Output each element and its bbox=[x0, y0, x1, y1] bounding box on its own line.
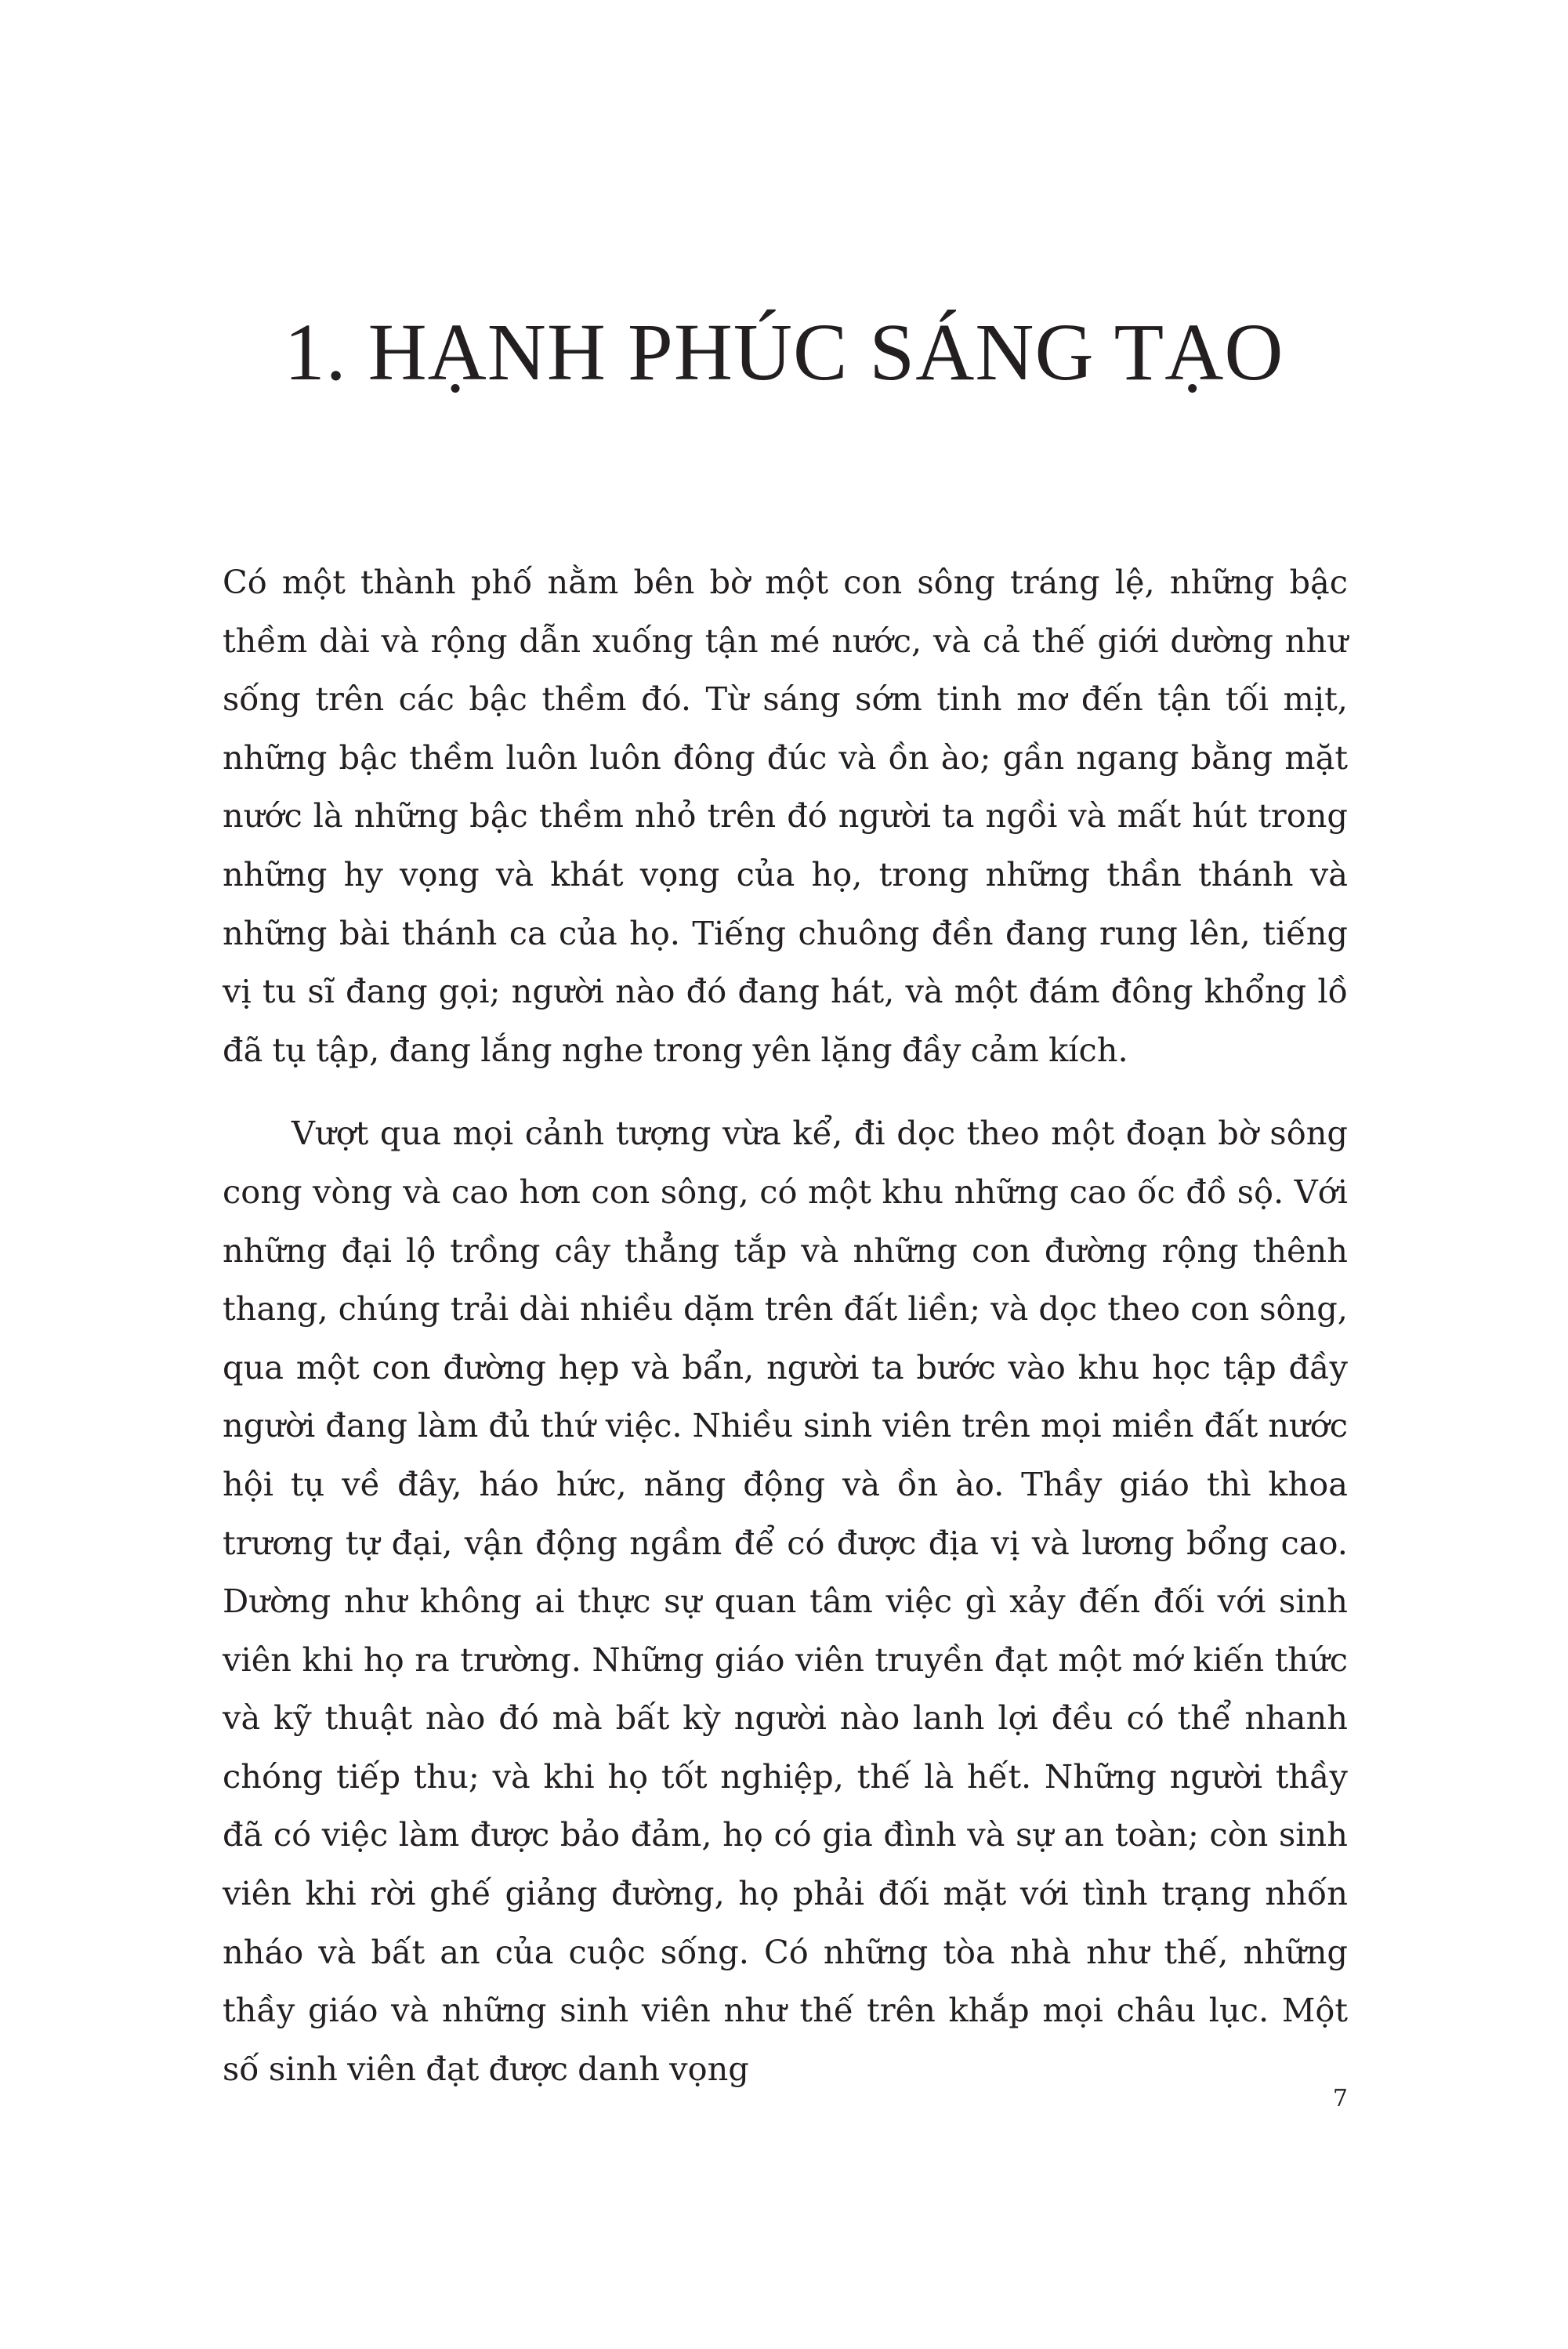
paragraph-1: Có một thành phố nằm bên bờ một con sông tráng lệ, những bậc thềm dài và rộng dẫn xuống tận mé nước, và cả thế giới dường như sống trên các bậc thềm đó. Từ sáng sớm tinh mơ đến tận tối mịt, những bậc thềm luôn luôn đông đúc và ồn ào; gần ngang bằng mặt nước là những bậc thềm nhỏ trên đó người ta ngồi và mất hút trong những hy vọng và khát vọng của họ, trong những thần thánh và những bài thánh ca của họ. Tiếng chuông đền đang rung lên, tiếng vị tu sĩ đang gọi; người nào đó đang hát, và một đám đông khổng lồ đã tụ tập, đang lắng nghe trong yên lặng đầy cảm kích. bbox=[223, 563, 1348, 1069]
paragraph-2: Vượt qua mọi cảnh tượng vừa kể, đi dọc theo một đoạn bờ sông cong vòng và cao hơn con sông, có một khu những cao ốc đồ sộ. Với những đại lộ trồng cây thẳng tắp và những con đường rộng thênh thang, chúng trải dài nhiều dặm trên đất liền; và dọc theo con sông, qua một con đường hẹp và bẩn, người ta bước vào khu học tập đầy người đang làm đủ thứ việc. Nhiều sinh viên trên mọi miền đất nước hội tụ về đây, háo hức, năng động và ồn ào. Thầy giáo thì khoa trương tự đại, vận động ngầm để có được địa vị và lương bổng cao. Dường như không ai thực sự quan tâm việc gì xảy đến đối với sinh viên khi họ ra trường. Những giáo viên truyền đạt một mớ kiến thức và kỹ thuật nào đó mà bất kỳ người nào lanh lợi đều có thể nhanh chóng tiếp thu; và khi họ tốt nghiệp, thế là hết. Những người thầy đã có việc làm được bảo đảm, họ có gia đình và sự an toàn; còn sinh viên khi rời ghế giảng đường, họ phải đối mặt với tình trạng nhốn nháo và bất an của cuộc sống. Có những tòa nhà như thế, những thầy giáo và những sinh viên như thế trên khắp mọi châu lục. Một số sinh viên đạt được danh vọng bbox=[223, 1114, 1348, 2088]
body-text bbox=[223, 553, 1348, 2098]
chapter-title: 1. HẠNH PHÚC SÁNG TẠO bbox=[284, 307, 1284, 397]
page-number: 7 bbox=[1332, 2085, 1348, 2112]
